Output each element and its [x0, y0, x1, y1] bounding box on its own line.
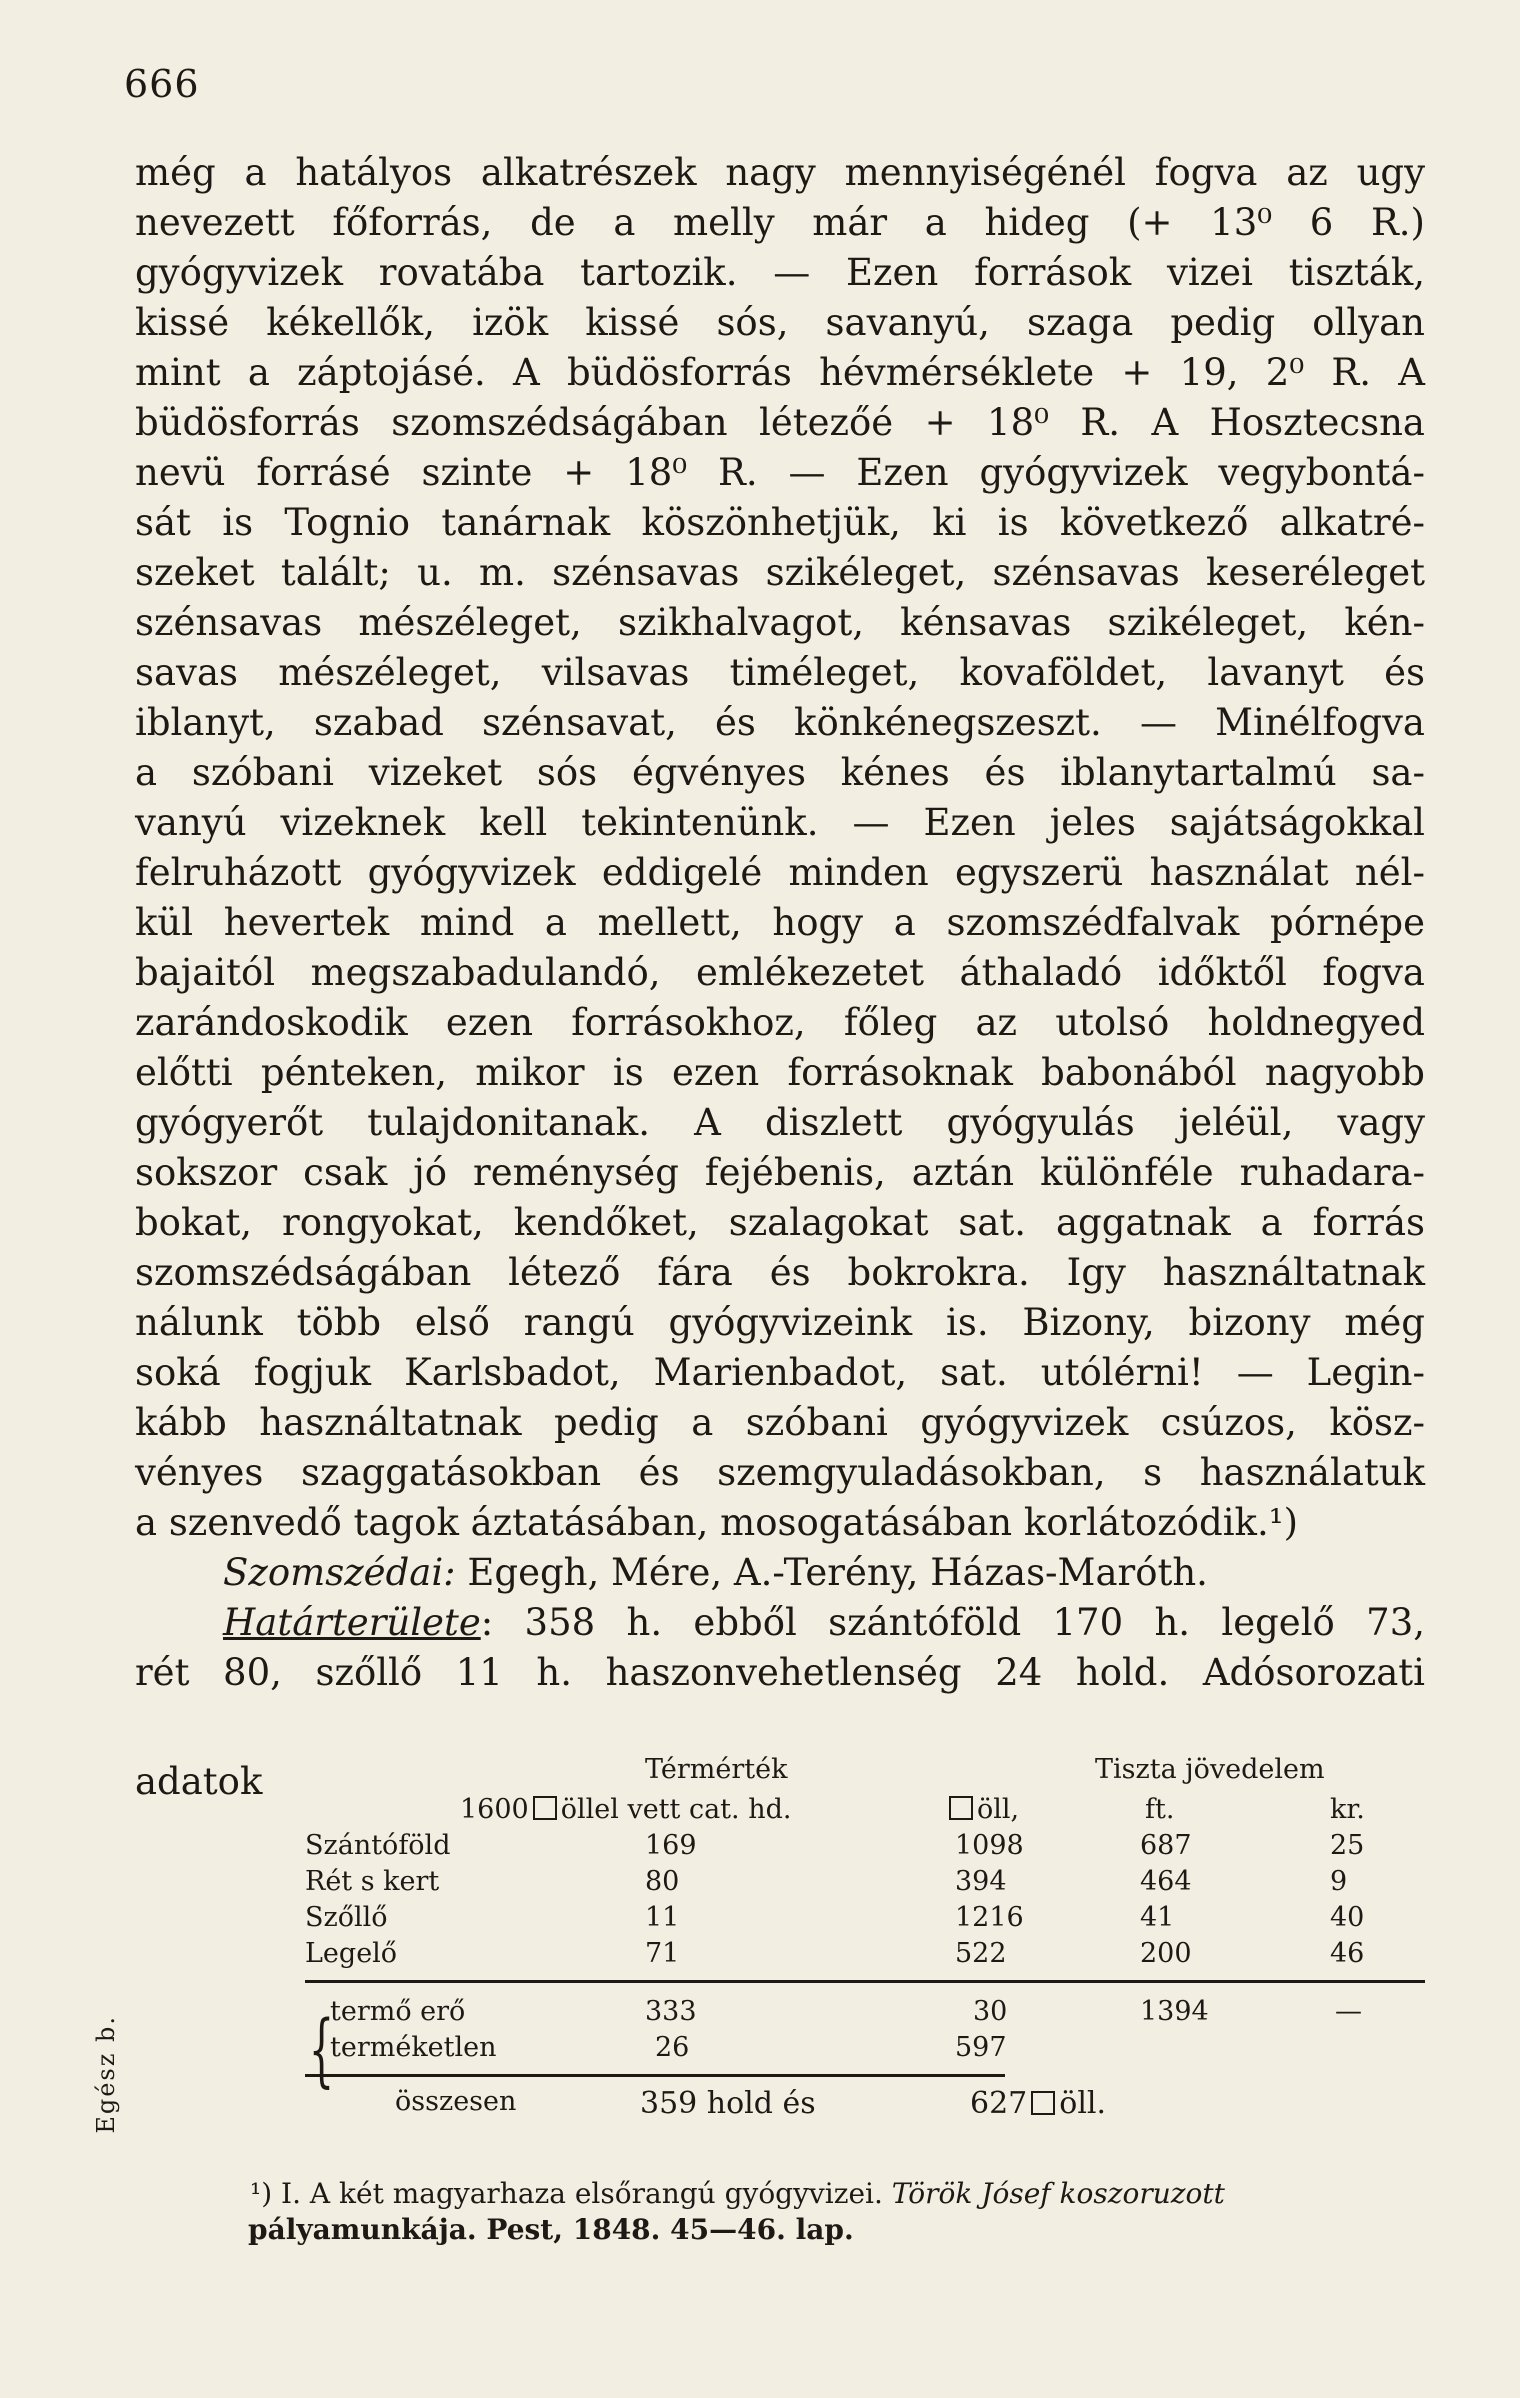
cell-hd: 71	[645, 1938, 680, 1969]
text-line: szénsavas mészéleget, szikhalvagot, kénsavas szikéleget, kén-	[135, 601, 1425, 644]
neighbours-line: Szomszédai: Egegh, Mére, A.-Terény, Házas-Maróth.	[223, 1551, 1208, 1594]
cell-ft: 687	[1140, 1830, 1192, 1861]
header-termertek: Térmérték	[645, 1754, 788, 1785]
termeketlen-label: terméketlen	[330, 2032, 497, 2063]
text-line: előtti pénteken, mikor is ezen forrásoknak babonából nagyobb	[135, 1051, 1425, 1094]
cell-name: Szántóföld	[305, 1830, 451, 1861]
cell-ft: 464	[1140, 1866, 1192, 1897]
cell-name: Szőllő	[305, 1902, 388, 1933]
text-line: büdösforrás szomszédságában létezőé + 18⁰ R. A Hosztecsna	[135, 401, 1425, 444]
table-row	[135, 1938, 1425, 1974]
termeketlen-hd: 26	[655, 2032, 690, 2063]
header-kr: kr.	[1330, 1794, 1365, 1825]
text-line: kissé kékellők, izök kissé sós, savanyú, szaga pedig ollyan	[135, 301, 1425, 344]
table-row	[135, 1866, 1425, 1902]
osszesen-value: 359 hold és	[640, 2086, 816, 2121]
text-line: bokat, rongyokat, kendőket, szalagokat sat. aggatnak a forrás	[135, 1201, 1425, 1244]
text-line: sokszor csak jó reménység fejébenis, aztán különféle ruhadara-	[135, 1151, 1425, 1194]
termo-kr: —	[1335, 1996, 1362, 2027]
osszesen-oll: 627 öll.	[970, 2086, 1107, 2121]
text-line: vanyú vizeknek kell tekintenünk. — Ezen jeles sajátságokkal	[135, 801, 1425, 844]
cell-kr: 46	[1330, 1938, 1365, 1969]
header-oll: öll,	[945, 1794, 1019, 1825]
header-tiszta-jovedelem: Tiszta jövedelem	[1095, 1754, 1325, 1785]
cell-oll: 1098	[955, 1830, 1024, 1861]
cell-hd: 169	[645, 1830, 697, 1861]
text-line: vényes szaggatásokban és szemgyuladásokban, s használatuk	[135, 1451, 1425, 1494]
text-line: nevü forrásé szinte + 18⁰ R. — Ezen gyógyvizek vegybontá-	[135, 451, 1425, 494]
text-line: még a hatályos alkatrészek nagy mennyiségénél fogva az ugy	[135, 151, 1425, 194]
cell-name: Legelő	[305, 1938, 398, 1969]
text-line: a szóbani vizeket sós égvényes kénes és iblanytartalmú sa-	[135, 751, 1425, 794]
table-row	[135, 1830, 1425, 1866]
cell-hd: 11	[645, 1902, 680, 1933]
text-line: savas mészéleget, vilsavas timéleget, kovaföldet, lavanyt és	[135, 651, 1425, 694]
termeketlen-oll: 597	[955, 2032, 1007, 2063]
text-line: szomszédságában létező fára és bokrokra. Igy használtatnak	[135, 1251, 1425, 1294]
text-line: mint a záptojásé. A büdösforrás hévmérséklete + 19, 2⁰ R. A	[135, 351, 1425, 394]
text-line: szeket talált; u. m. szénsavas szikéleget, szénsavas keseréleget	[135, 551, 1425, 594]
text-line: soká fogjuk Karlsbadot, Marienbadot, sat. utólérni! — Legin-	[135, 1351, 1425, 1394]
main-text	[135, 148, 1425, 1698]
page-number: 666	[124, 62, 200, 106]
area-line: Határterülete: 358 h. ebből szántóföld 170 h. legelő 73,	[223, 1601, 1425, 1644]
adatok-label: adatok	[135, 1760, 263, 1803]
cell-hd: 80	[645, 1866, 680, 1897]
text-line: nevezett főforrás, de a melly már a hideg (+ 13⁰ 6 R.)	[135, 201, 1425, 244]
header-1600: 1600 öllel vett cat. hd.	[460, 1794, 792, 1825]
footnote	[250, 2176, 1430, 2248]
cell-kr: 40	[1330, 1902, 1365, 1933]
text-line: kül hevertek mind a mellett, hogy a szomszédfalvak pórnépe	[135, 901, 1425, 944]
cell-ft: 41	[1140, 1902, 1175, 1933]
text-line: sát is Tognio tanárnak köszönhetjük, ki is következő alkatré-	[135, 501, 1425, 544]
termo-hd: 333	[645, 1996, 697, 2027]
table-row	[135, 1902, 1425, 1938]
text-line: bajaitól megszabadulandó, emlékezetet áthaladó időktől fogva	[135, 951, 1425, 994]
header-ft: ft.	[1145, 1794, 1175, 1825]
termo-ft: 1394	[1140, 1996, 1209, 2027]
termo-label: termő erő	[330, 1996, 466, 2027]
osszesen-label: összesen	[395, 2086, 517, 2117]
text-line: zarándoskodik ezen forrásokhoz, főleg az utolsó holdnegyed	[135, 1001, 1425, 1044]
cell-oll: 1216	[955, 1902, 1024, 1933]
text-line: gyógyvizek rovatába tartozik. — Ezen források vizei tiszták,	[135, 251, 1425, 294]
brace-mark: {	[308, 2003, 335, 2096]
text-line: a szenvedő tagok áztatásában, mosogatásában korlátozódik.¹)	[135, 1501, 1299, 1544]
cell-oll: 394	[955, 1866, 1007, 1897]
termo-oll: 30	[973, 1996, 1008, 2027]
side-label: Egész b.	[92, 2015, 120, 2134]
text-line: gyógyerőt tulajdonitanak. A diszlett gyógyulás jeléül, vagy	[135, 1101, 1425, 1144]
text-line: felruházott gyógyvizek eddigelé minden egyszerü használat nél-	[135, 851, 1425, 894]
cell-name: Rét s kert	[305, 1866, 440, 1897]
text-line: kább használtatnak pedig a szóbani gyógyvizek csúzos, kösz-	[135, 1401, 1425, 1444]
text-line: iblanyt, szabad szénsavat, és könkénegszeszt. — Minélfogva	[135, 701, 1425, 744]
cell-kr: 25	[1330, 1830, 1365, 1861]
footnote-line-2: pályamunkája. Pest, 1848. 45—46. lap.	[248, 2213, 854, 2246]
cell-ft: 200	[1140, 1938, 1192, 1969]
footnote-line-1: ¹) I. A két magyarhaza elsőrangú gyógyvizei. Török Jósef koszoruzott	[250, 2177, 1225, 2210]
text-line: nálunk több első rangú gyógyvizeink is. Bizony, bizony még	[135, 1301, 1425, 1344]
cell-kr: 9	[1330, 1866, 1348, 1897]
cell-oll: 522	[955, 1938, 1007, 1969]
area-line-2: rét 80, szőllő 11 h. haszonvehetlenség 24 hold. Adósorozati	[135, 1651, 1425, 1694]
